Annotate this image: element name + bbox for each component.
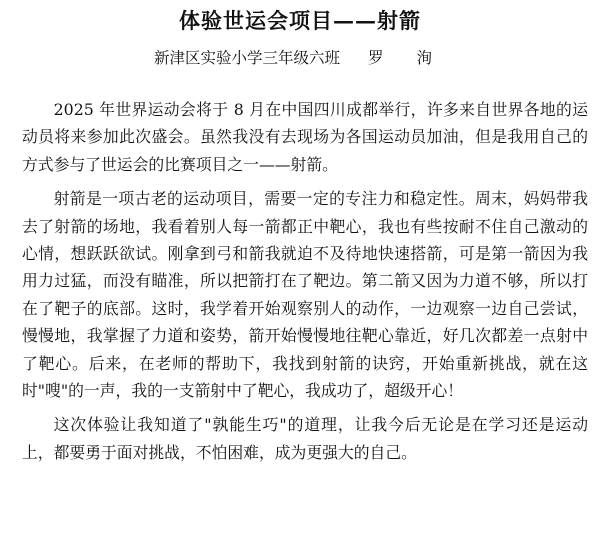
author-school-class: 新津区实验小学三年级六班 [154,49,341,67]
document-title: 体验世运会项目——射箭 [179,8,421,33]
author-name: 罗 洵 [368,49,446,67]
paragraph-conclusion: 这次体验让我知道了"孰能生巧"的道理，让我今后无论是在学习还是运动上，都要勇于面对挑战，不怕困难，成为更强大的自己。 [22,415,588,462]
paragraph-experience: 射箭是一项古老的运动项目，需要一定的专注力和稳定性。周末，妈妈带我去了射箭的场地，我看着别人每一箭都正中靶心，我也有些按耐不住自己激动的心情，想跃跃欲试。刚拿到弓和箭我就迫不及待地快速搭箭，可是第一箭因为我用力过猛，而没有瞄准，所以把箭打在了靶边。第二箭又因为力道不够，所以打在了靶子的底部。这时，我学着开始观察别人的动作，一边观察一边自己尝试，慢慢地，我掌握了力道和姿势，箭开始慢慢地往靶心靠近，好几次都差一点射中了靶心。后来，在老师的帮助下，我找到射箭的诀窍，开始重新挑战，就在这时"嗖"的一声，我的一支箭射中了靶心，我成功了，超级开心！ [22,189,588,401]
paragraph-intro: 2025 年世界运动会将于 8 月在中国四川成都举行，许多来自世界各地的运动员将来参加此次盛会。虽然我没有去现场为各国运动员加油，但是我用自己的方式参与了世运会的比赛项目之一——射箭。 [22,100,588,174]
essay-body [22,96,588,473]
author-line [0,47,600,69]
